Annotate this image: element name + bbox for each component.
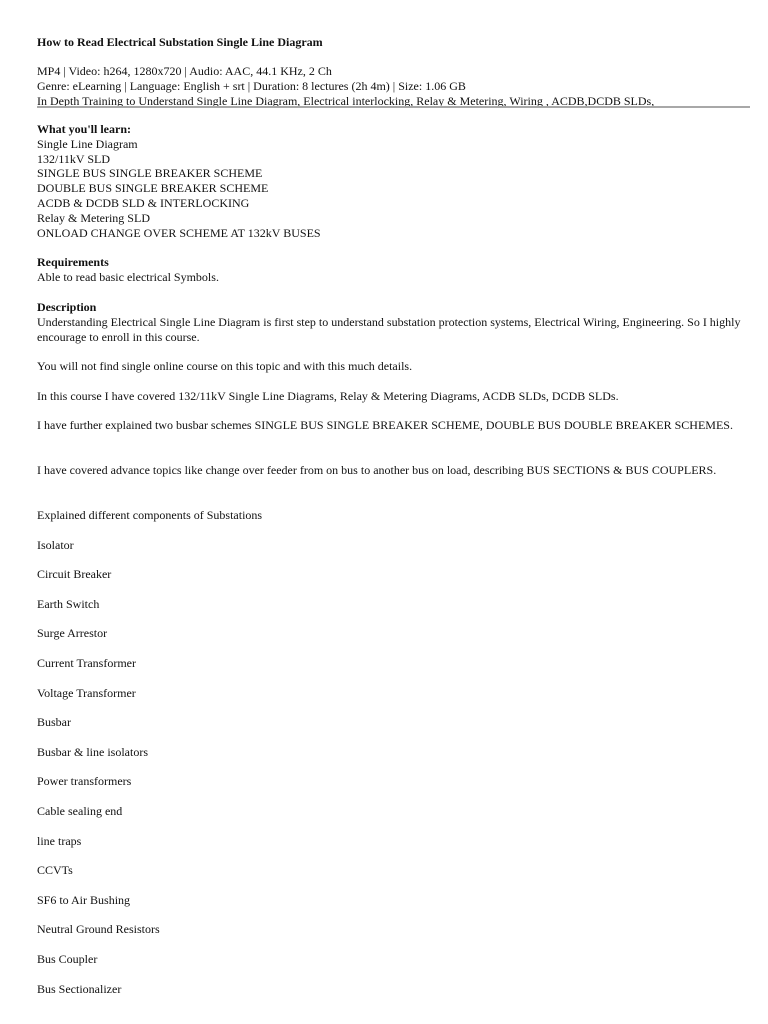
learn-heading: What you'll learn:: [37, 122, 132, 136]
component-item: Cable sealing end: [37, 804, 123, 818]
requirements-heading: Requirements: [37, 255, 109, 269]
component-item: Busbar & line isolators: [37, 745, 148, 759]
description-paragraph-6: Explained different components of Substations: [37, 508, 263, 522]
learn-item: 132/11kV SLD: [37, 151, 111, 166]
meta-line-3: In Depth Training to Understand Single Line Diagram, Electrical interlocking, Relay & Metering, Wiring , ACDB,DCDB SLDs,: [37, 93, 655, 108]
horizontal-divider: [37, 106, 750, 108]
description-paragraph-2: You will not find single online course on this topic and with this much details.: [37, 359, 413, 373]
component-item: Bus Sectionalizer: [37, 982, 122, 996]
learn-section: [37, 122, 758, 240]
description-paragraph-5: I have covered advance topics like change over feeder from on bus to another bus on load, describing BUS SECTIONS & BUS COUPLERS.: [37, 463, 717, 477]
title-text: How to Read Electrical Substation Single Line Diagram: [37, 35, 323, 49]
learn-item: ONLOAD CHANGE OVER SCHEME AT 132kV BUSES: [37, 225, 321, 240]
component-item: Voltage Transformer: [37, 686, 136, 700]
component-item: Neutral Ground Resistors: [37, 922, 160, 936]
learn-item: SINGLE BUS SINGLE BREAKER SCHEME: [37, 166, 263, 181]
description-paragraph-4: I have further explained two busbar schemes SINGLE BUS SINGLE BREAKER SCHEME, DOUBLE BUS DOUBLE BREAKER SCHEMES.: [37, 418, 733, 432]
component-item: CCVTs: [37, 863, 73, 877]
meta-info: [37, 64, 758, 108]
meta-line-1: MP4 | Video: h264, 1280x720 | Audio: AAC, 44.1 KHz, 2 Ch: [37, 64, 332, 78]
description-paragraph-3: In this course I have covered 132/11kV Single Line Diagrams, Relay & Metering Diagrams, ACDB SLDs, DCDB SLDs.: [37, 389, 619, 403]
description-heading-block: [37, 300, 758, 315]
component-item: Power transformers: [37, 774, 132, 788]
learn-item: Single Line Diagram: [37, 136, 138, 151]
description-paragraph-1: Understanding Electrical Single Line Diagram is first step to understand substation protection systems, Electrical Wiring, Engineering. So I highly encourage to enroll in this course.: [37, 315, 741, 344]
component-item: SF6 to Air Bushing: [37, 893, 131, 907]
component-item: Circuit Breaker: [37, 567, 112, 581]
requirements-section: [37, 255, 758, 285]
requirements-text: Able to read basic electrical Symbols.: [37, 269, 219, 284]
component-item: Earth Switch: [37, 597, 100, 611]
component-item: Current Transformer: [37, 656, 136, 670]
component-item: Surge Arrestor: [37, 626, 108, 640]
component-item: line traps: [37, 834, 82, 848]
learn-item: ACDB & DCDB SLD & INTERLOCKING: [37, 195, 250, 210]
component-item: Busbar: [37, 715, 71, 729]
description-heading: Description: [37, 300, 97, 314]
learn-item: Relay & Metering SLD: [37, 210, 150, 225]
meta-line-2: Genre: eLearning | Language: English + srt | Duration: 8 lectures (2h 4m) | Size: 1.06 GB: [37, 78, 466, 93]
component-item: Bus Coupler: [37, 952, 98, 966]
learn-item: DOUBLE BUS SINGLE BREAKER SCHEME: [37, 181, 269, 196]
component-item: Isolator: [37, 538, 74, 552]
document-title: [37, 35, 758, 50]
